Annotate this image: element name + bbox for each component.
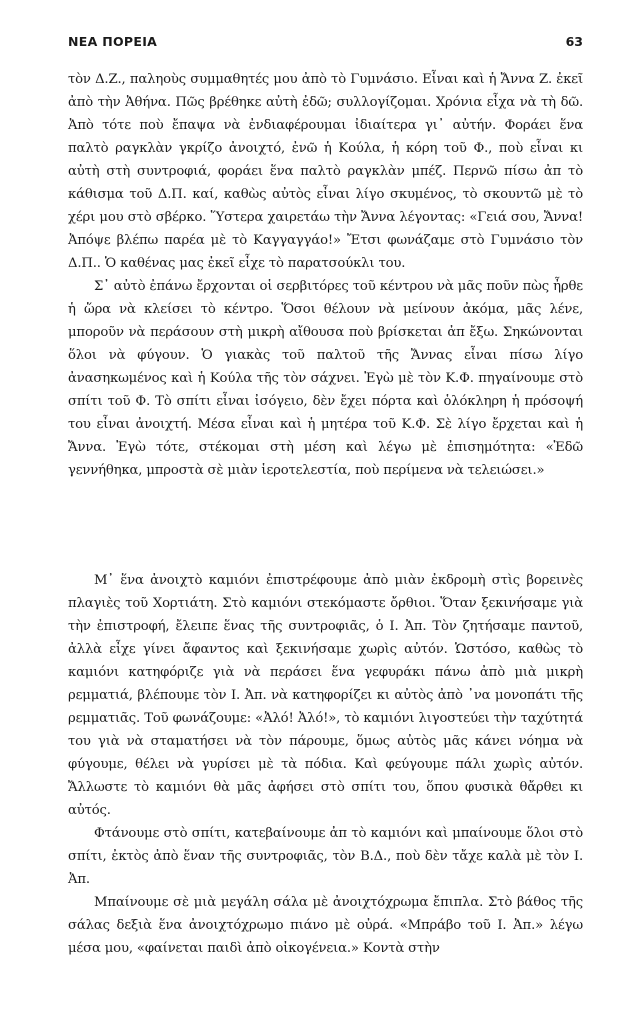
running-title: ΝΕΑ ΠΟΡΕΙΑ xyxy=(68,34,158,49)
text-section-1 xyxy=(68,68,583,482)
paragraph: Μπαίνουμε σὲ μιὰ μεγάλη σάλα μὲ ἀνοιχτόχρωμα ἔπιπλα. Στὸ βάθος τῆς σάλας δεξιὰ ἕνα ἀνοιχτόχρωμο πιάνο μὲ οὐρά. «Μπράβο τοῦ Ι. Ἀπ.» λέγω μέσα μου, «φαίνεται παιδὶ ἀπὸ οἰκογένεια.» Κοντὰ στὴν xyxy=(68,895,583,956)
text-section-2 xyxy=(68,569,583,960)
paragraph: τὸν Δ.Ζ., παληοὺς συμμαθητές μου ἀπὸ τὸ Γυμνάσιο. Εἶναι καὶ ἡ Ἄννα Ζ. ἐκεῖ ἀπὸ τὴν Ἀθήνα. Πῶς βρέθηκε αὐτὴ ἐδῶ; συλλογίζομαι. Χρόνια εἶχα νὰ τὴ δῶ. Ἀπὸ τότε ποὺ ἔπαψα νὰ ἐνδιαφέρουμαι ἰδιαίτερα γι᾽ αὐτήν. Φοράει ἕνα παλτὸ ραγκλὰν γκρίζο ἀνοιχτό, ἐνῶ ἡ Κούλα, ἡ κόρη τοῦ Φ., ποὺ εἶναι κι αὐτὴ στὴ συντροφιά, φοράει ἕνα παλτὸ ραγκλὰν μπέζ. Περνῶ πίσω ἀπ τὸ κάθισμα τοῦ Δ.Π. καί, καθὼς αὐτὸς εἶναι λίγο σκυμένος, τὸ σκουντῶ μὲ τὸ χέρι μου στὸ σβέρκο. Ὕστερα χαιρετάω τὴν Ἄννα λέγοντας: «Γειά σου, Ἄννα! Ἀπόψε βλέπω παρέα μὲ τὸ Καγγαγγάο!» Ἔτσι φωνάζαμε στὸ Γυμνάσιο τὸν Δ.Π.. Ὁ καθένας μας ἐκεῖ εἶχε τὸ παρατσούκλι του. xyxy=(68,72,583,271)
page-number: 63 xyxy=(565,34,583,49)
paragraph: Φτάνουμε στὸ σπίτι, κατεβαίνουμε ἀπ τὸ καμιόνι καὶ μπαίνουμε ὅλοι στὸ σπίτι, ἐκτὸς ἀπὸ ἕναν τῆς συντροφιᾶς, τὸν Β.Δ., ποὺ δὲν τἄχε καλὰ μὲ τὸν Ι. Ἀπ. xyxy=(68,826,583,887)
paragraph: Μ᾽ ἕνα ἀνοιχτὸ καμιόνι ἐπιστρέφουμε ἀπὸ μιὰν ἐκδρομὴ στὶς βορεινὲς πλαγιὲς τοῦ Χορτιάτη. Στὸ καμιόνι στεκόμαστε ὄρθιοι. Ὅταν ξεκινήσαμε γιὰ τὴν ἐπιστροφή, ἔλειπε ἕνας τῆς συντροφιᾶς, ὁ Ι. Ἀπ. Τὸν ζητήσαμε παντοῦ, ἀλλὰ εἶχε γίνει ἄφαντος καὶ ξεκινήσαμε χωρὶς αὐτόν. Ὡστόσο, καθὼς τὸ καμιόνι κατηφόριζε γιὰ νὰ περάσει ἕνα γεφυράκι πάνω ἀπὸ μιὰ μικρὴ ρεμματιά, βλέπουμε τὸν Ι. Ἀπ. νὰ κατηφορίζει κι αὐτὸς ἀπὸ ᾽να μονοπάτι τῆς ρεμματιᾶς. Τοῦ φωνάζουμε: «Ἀλό! Ἀλό!», τὸ καμιόνι λιγοστεύει τὴν ταχύτητά του γιὰ νὰ σταματήσει νὰ τὸν πάρουμε, ὅμως αὐτὸς μᾶς κάνει νόημα νὰ φύγουμε, θέλει νὰ γυρίσει μὲ τὰ πόδια. Καὶ φεύγουμε πάλι χωρὶς αὐτόν. Ἄλλωστε τὸ καμιόνι θὰ μᾶς ἀφήσει στὸ σπίτι του, ὅπου φυσικὰ θἄρθει κι αὐτός. xyxy=(68,573,583,818)
paragraph: Σ᾽ αὐτὸ ἐπάνω ἔρχονται οἱ σερβιτόρες τοῦ κέντρου νὰ μᾶς ποῦν πὼς ἦρθε ἡ ὥρα νὰ κλείσει τὸ κέντρο. Ὅσοι θέλουν νὰ μείνουν ἀκόμα, μᾶς λένε, μποροῦν νὰ περάσουν στὴ μικρὴ αἴθουσα ποὺ βρίσκεται ἀπ ἔξω. Σηκώνονται ὅλοι νὰ φύγουν. Ὁ γιακὰς τοῦ παλτοῦ τῆς Ἄννας εἶναι πίσω λίγο ἀνασηκωμένος καὶ ἡ Κούλα τῆς τὸν σάχνει. Ἐγὼ μὲ τὸν Κ.Φ. πηγαίνουμε στὸ σπίτι τοῦ Φ. Τὸ σπίτι εἶναι ἰσόγειο, δὲν ἔχει πόρτα καὶ ὁλόκληρη ἡ πρόσοψή του εἶναι ἀνοιχτή. Μέσα εἶναι καὶ ἡ μητέρα τοῦ Κ.Φ. Σὲ λίγο ἔρχεται καὶ ἡ Ἄννα. Ἐγὼ τότε, στέκομαι στὴ μέση καὶ λέγω μὲ ἐπισημότητα: «Ἐδῶ γεννήθηκα, μπροστὰ σὲ μιὰν ἱεροτελεστία, ποὺ περίμενα νὰ τελειώσει.» xyxy=(68,279,583,478)
